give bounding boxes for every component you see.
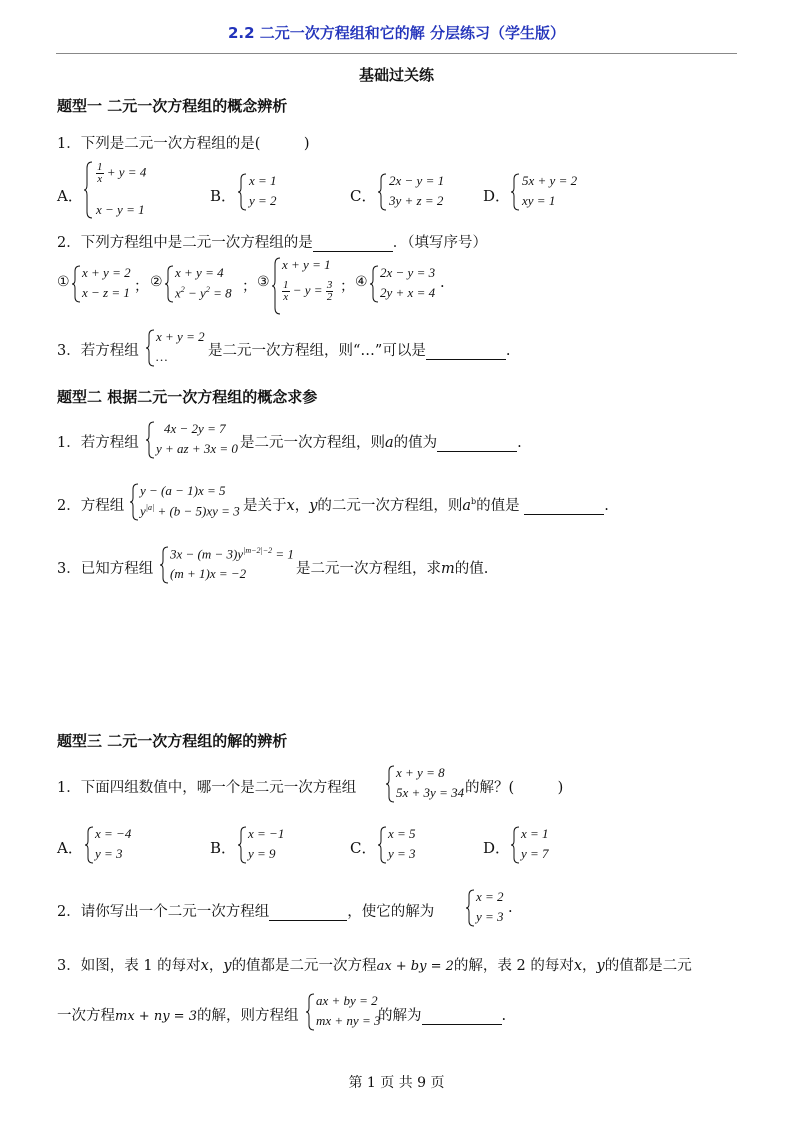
type3-q3-system: ax + by = 2 mx + ny = 3 <box>306 992 384 1032</box>
item-mark-1: ① <box>57 274 70 290</box>
type2-q2-system: y − (a − 1)x = 5 $y^{|a|} + (b - 5)xy = 3$ <box>130 482 245 522</box>
type1-q1-text: 1．下列是二元一次方程组的是( ) <box>57 136 310 152</box>
answer-blank[interactable] <box>426 343 506 360</box>
brace-icon <box>272 256 282 316</box>
type3-q1-option-a-label: A． <box>57 839 83 857</box>
fraction: $\frac{1}{x}$ <box>97 161 103 185</box>
brace-icon <box>130 482 140 522</box>
brace-icon <box>238 172 248 212</box>
brace-icon <box>306 992 316 1032</box>
fraction: $\frac{1}{x}$ <box>283 279 289 303</box>
brace-icon <box>378 172 388 212</box>
brace-icon <box>160 545 170 585</box>
answer-blank[interactable] <box>524 498 604 515</box>
brace-icon <box>370 264 380 304</box>
type1-q2-item4-system: 2x − y = 3 2y + x = 4 <box>370 264 450 304</box>
type1-q3-prefix: 3．若方程组 <box>57 343 139 359</box>
type3-q3-line2a: 一次方程mx + ny = 3的解，则方程组 <box>57 1008 299 1024</box>
type1-q1-option-a-label: A． <box>57 187 83 205</box>
type3-q1-option-c-label: C． <box>350 839 377 857</box>
brace-icon <box>146 328 156 368</box>
brace-icon <box>238 825 248 865</box>
type1-q2-item1-system: x + y = 2 x − z = 1 <box>72 264 132 304</box>
type3-q1-prefix: 1．下面四组数值中，哪一个是二元一次方程组 <box>57 780 357 796</box>
type3-q1-option-a-system: x = −4 y = 3 <box>85 825 145 865</box>
type1-q2-item3-system: x + y = 1 $\frac{1}{x}$ − y = $\frac{3}{2}$ <box>272 256 347 316</box>
type2-title: 题型二 根据二元一次方程组的概念求参 <box>57 388 318 406</box>
answer-blank[interactable] <box>269 904 347 921</box>
item-mark-4: ④ <box>355 274 368 290</box>
section-title: 基础过关练 <box>358 66 434 84</box>
type1-q2-text: 2．下列方程组中是二元一次方程组的是 ．（填写序号） <box>57 235 487 251</box>
type1-q1-option-a-system: $\frac{1}{x}$ + y = 4 x − y = 1 <box>84 160 184 220</box>
type3-q1-option-c-system: x = 5 y = 3 <box>378 825 438 865</box>
answer-blank[interactable] <box>437 435 517 452</box>
type2-q1-prefix: 1．若方程组 <box>57 435 139 451</box>
type3-title: 题型三 二元一次方程组的解的辨析 <box>57 732 288 750</box>
type1-q3-system: x + y = 2 … <box>146 328 210 368</box>
document-header-title: 2.2 二元一次方程组和它的解 分层练习（学生版） <box>227 24 566 42</box>
type3-q2-system: x = 2 y = 3 <box>466 888 516 928</box>
answer-blank[interactable] <box>422 1008 502 1025</box>
type2-q1-system: 4x − 2y = 7 y + az + 3x = 0 <box>146 420 241 460</box>
brace-icon <box>146 420 156 460</box>
type3-q1-system: x + y = 8 5x + 3y = 34 <box>386 764 466 804</box>
type3-q1-option-b-system: x = −1 y = 9 <box>238 825 298 865</box>
type1-title: 题型一 二元一次方程组的概念辨析 <box>57 97 288 115</box>
brace-icon <box>165 264 175 304</box>
type3-q1-option-d-label: D． <box>483 839 511 857</box>
type2-q3-prefix: 3．已知方程组 <box>57 561 154 577</box>
item-mark-3: ③ <box>257 274 270 290</box>
type3-q1-option-d-system: x = 1 y = 7 <box>511 825 571 865</box>
type1-q1-option-c-label: C． <box>350 187 377 205</box>
brace-icon <box>511 825 521 865</box>
brace-icon <box>84 160 94 220</box>
type2-q3-system: $3x - (m - 3)y^{|m-2|-2} = 1$ (m + 1)x = −2 <box>160 545 300 585</box>
answer-blank[interactable] <box>313 235 393 252</box>
type1-q1-option-b-system: x = 1 y = 2 <box>238 172 298 212</box>
type3-q1-option-b-label: B． <box>210 839 237 857</box>
fraction: $\frac{3}{2}$ <box>326 279 333 303</box>
type1-q1-option-d-label: D． <box>483 187 511 205</box>
type3-q3-line1: 3．如图，表 1 的每对x，y的值都是二元一次方程ax + by = 2的解，表 2 的每对x，y的值都是二元 <box>57 958 692 974</box>
type1-q1-option-d-system: 5x + y = 2 xy = 1 <box>511 172 591 212</box>
type1-q1-option-b-label: B． <box>210 187 237 205</box>
brace-icon <box>72 264 82 304</box>
brace-icon <box>386 764 396 804</box>
brace-icon <box>85 825 95 865</box>
type1-q1-option-c-system: 2x − y = 1 3y + z = 2 <box>378 172 458 212</box>
item-mark-2: ② <box>150 274 163 290</box>
header-divider <box>56 53 737 54</box>
brace-icon <box>378 825 388 865</box>
type1-q2-item2-system: x + y = 4 $x^2 - y^2 = 8$ <box>165 264 245 304</box>
type2-q2-prefix: 2．方程组 <box>57 498 125 514</box>
brace-icon <box>466 888 476 928</box>
page-footer: 第 1 页 共 9 页 <box>348 1075 445 1091</box>
brace-icon <box>511 172 521 212</box>
type3-q2-text: 2．请你写出一个二元一次方程组 ，使它的解为 <box>57 904 435 920</box>
